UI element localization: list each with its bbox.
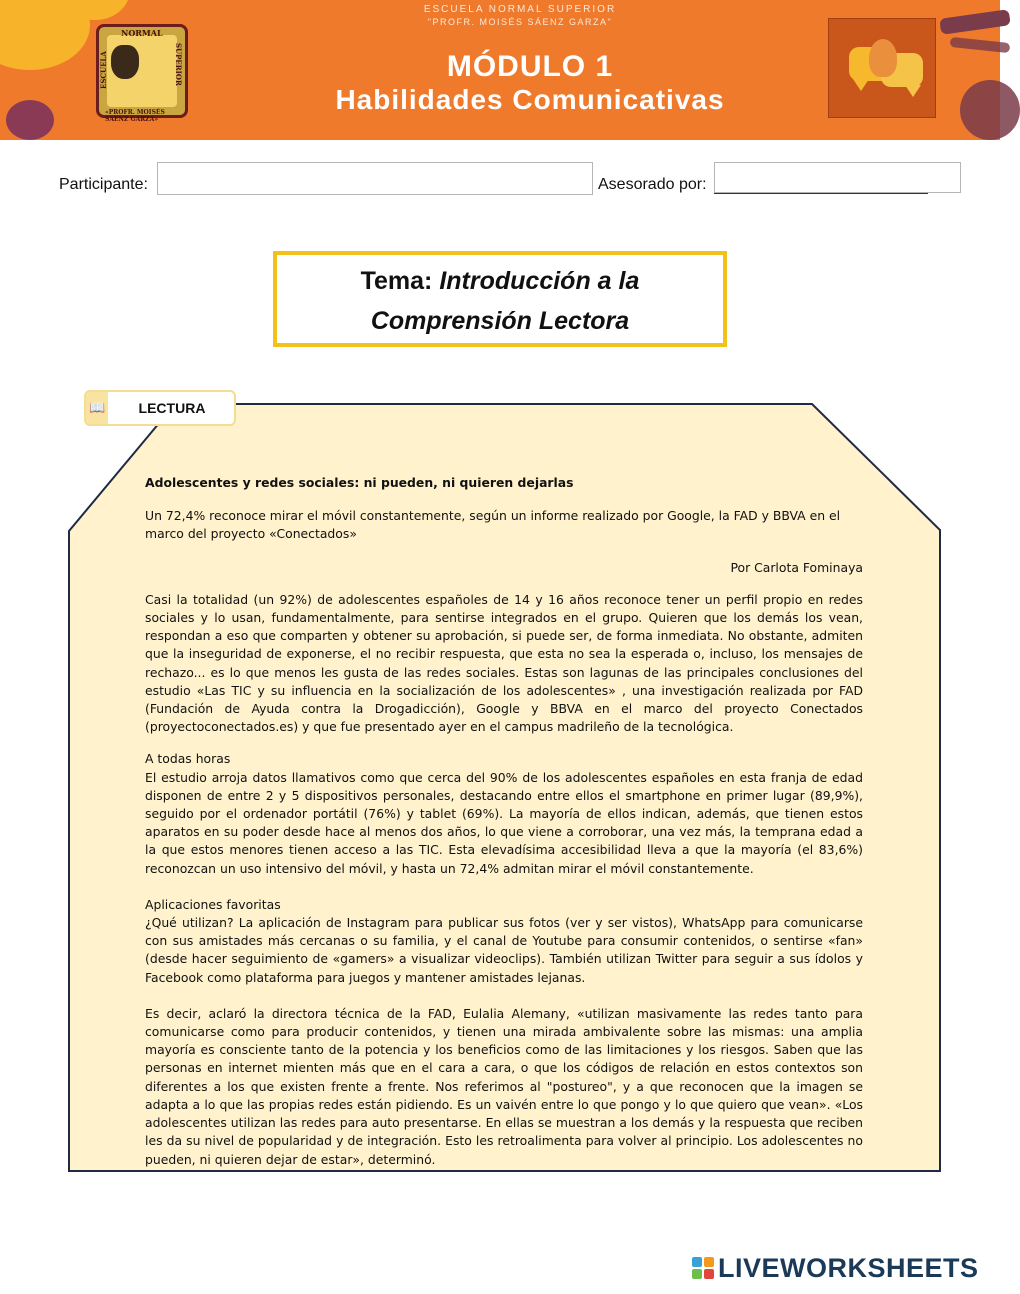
book-icon: 📖 [89,400,106,415]
reading-tab [84,390,236,426]
article-paragraph-1: Casi la totalidad (un 92%) de adolescentes españoles de 14 y 16 años reconoce tener un perfil propio en redes sociales y lo usan, fundamentalmente, para sentirse integrados en el grupo. Quieren que los demás los vean, respondan a eso que comparten y obtener su aprobación, si puede ser, de forma inmediata. No obstante, admiten que la inseguridad de exponerse, el no recibir respuesta, que esta no sea la esperada o, incluso, los mensajes de rechazo... es lo que menos les gusta de las redes sociales. Estas son lagunas de las principales conclusiones del estudio «Las TIC y su influencia en la socialización de los adolescentes» , una investigación realizada por FAD (Fundación de Ayuda contra la Drogadicción), Google y BBVA en el marco del proyecto Conectados (proyectoconectados.es) y que fue presentado ayer en el campus madrileño de la tecnológica. [145,591,863,735]
brand-name: LIVEWORKSHEETS [718,1253,979,1283]
section-title-2: Aplicaciones favoritas [145,896,281,912]
topic-title-line2: Comprensión Lectora [370,307,630,335]
article-paragraph-2: El estudio arroja datos llamativos como que cerca del 90% de los adolescentes españoles en esta franja de edad disponen de entre 2 y 5 dispositivos personales, destacando entre ellos el smartphone en primer lugar (89,9%), seguido por el ordenador portátil (76%) y tablet (69%). La mayoría de ellos indican, además, que tienen estos aparatos en su poder desde hace al menos dos años, lo que viene a corroborar, una vez más, la temprana edad a la que estos menores tienen acceso a las TIC. Esta elevadísima accesibilidad lleva a que la mayoría (el 83,6%) reconozcan un uso intensivo del móvil, y hasta un 72,4% admitan mirar el móvil constantemente. [145,769,863,876]
school-name: ESCUELA NORMAL SUPERIOR [423,4,617,15]
article-paragraph-4: Es decir, aclaró la directora técnica de la FAD, Eulalia Alemany, «utilizan masivamente las redes tanto para comunicarse como para producir contenidos, y tienen una mirada ambivalente sobre las mismas: una amplia mayoría es consciente tanto de la potencia y los beneficios como de las limitaciones y los riesgos. Saben que las personas en internet mienten más que en el cara a cara, o que los códigos de relación en estos contextos son diferentes a los que existen frente a frente. Nos referimos al "postureo", y a que reconocen que la imagen se adapta a lo que las propias redes están pidiendo. Es un vaivén entre lo que pongo y lo que quiero que vean». «Los adolescentes utilizan las redes para auto presentarse. En ellas se muestran a los demás y la respuesta que reciben les da su nivel de popularidad y de integración. Esto les retroalimenta para volver al principio. Los adolescentes no pueden, ni quieren dejar de estar», determinó. [145,1005,863,1167]
article-headline: Adolescentes y redes sociales: ni pueden, ni quieren dejarlas [145,475,574,490]
liveworksheets-logo-icon [692,1257,714,1279]
reading-content [145,474,863,1169]
logo-text-right: SUPERIOR [174,43,183,86]
logo-text-bottom: «PROFR. MOISÉS SÁENZ GARZA» [105,109,165,123]
article-author: Por Carlota Fominaya [730,559,863,575]
logo-text-top: NORMAL [121,28,163,38]
advisor-label: Asesorado por: [598,176,707,193]
module-subtitle: Habilidades Comunicativas [335,84,725,115]
section-title-1: A todas horas [145,751,231,767]
module-title: MÓDULO 1 [446,50,614,83]
topic-title-line1: Introducción a la [439,267,640,295]
school-subtitle: "PROFR. MOISÉS SÁENZ GARZA" [427,17,613,27]
logo-text-left: ESCUELA [99,51,108,89]
article-paragraph-3: ¿Qué utilizan? La aplicación de Instagram para publicar sus fotos (ver y ser vistos), WhatsApp para comunicarse con sus amistades más cercanas o su familia, y el canal de Youtube para consumir contenidos, o sentirse «fan» (desde hacer seguimiento de «gamers» a visualizar videoclips). También utilizan Twitter para seguir a sus ídolos y Facebook como plataforma para juegos y mantener amistades lejanas. [145,915,863,985]
participant-label: Participante: [59,176,148,193]
reading-tab-label: LECTURA [138,400,206,416]
topic-prefix: Tema: [360,267,433,295]
article-subhead: Un 72,4% reconoce mirar el móvil constantemente, según un informe realizado por Google, la FAD y BBVA en el marco del proyecto «Conectados» [145,508,841,542]
